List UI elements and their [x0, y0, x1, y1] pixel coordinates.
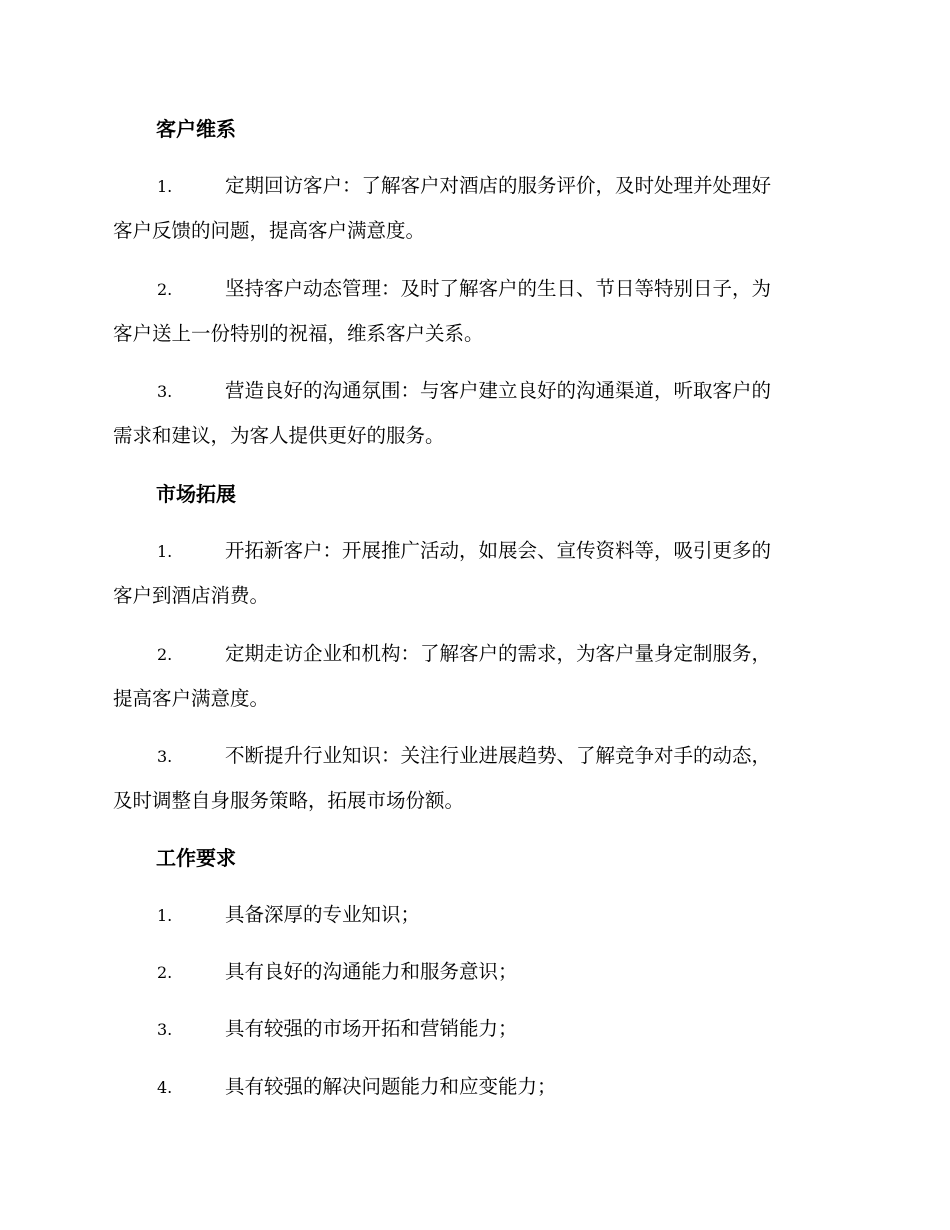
item-text: 具有良好的沟通能力和服务意识； [225, 960, 518, 983]
item-text: 具有较强的市场开拓和营销能力； [225, 1017, 518, 1040]
list-item [113, 1015, 835, 1043]
list-item [113, 1073, 835, 1101]
item-text-line2: 客户反馈的问题，提高客户满意度。 [113, 219, 426, 242]
list-item [113, 901, 835, 929]
item-text: 具备深厚的专业知识； [225, 903, 421, 926]
list-item [113, 275, 835, 348]
item-text-line1: 定期走访企业和机构：了解客户的需求，为客户量身定制服务， [225, 642, 772, 665]
section-title-market-expansion: 市场拓展 [156, 482, 236, 506]
item-text-line1: 开拓新客户：开展推广活动，如展会、宣传资料等，吸引更多的 [225, 539, 772, 562]
item-text-line2: 客户送上一份特别的祝福，维系客户关系。 [113, 322, 484, 345]
item-number: 2. [157, 963, 173, 982]
item-text-line1: 坚持客户动态管理：及时了解客户的生日、节日等特别日子，为 [225, 277, 772, 300]
item-number: 3. [157, 382, 173, 401]
item-number: 1. [157, 177, 173, 196]
item-text-line2: 提高客户满意度。 [113, 687, 270, 710]
item-text-line1: 不断提升行业知识：关注行业进展趋势、了解竞争对手的动态， [225, 744, 772, 767]
list-item [113, 537, 835, 610]
item-text: 具有较强的解决问题能力和应变能力； [225, 1075, 557, 1098]
item-number: 2. [157, 645, 173, 664]
list-item [113, 742, 835, 815]
item-number: 1. [157, 542, 173, 561]
list-item [113, 958, 835, 986]
item-number: 3. [157, 1020, 173, 1039]
item-text-line2: 需求和建议，为客人提供更好的服务。 [113, 424, 445, 447]
item-number: 1. [157, 906, 173, 925]
item-text-line2: 及时调整自身服务策略，拓展市场份额。 [113, 789, 465, 812]
item-text-line1: 营造良好的沟通氛围：与客户建立良好的沟通渠道，听取客户的 [225, 379, 772, 402]
item-text-line1: 定期回访客户：了解客户对酒店的服务评价，及时处理并处理好 [225, 174, 772, 197]
section-title-job-requirements: 工作要求 [156, 846, 236, 870]
section-title-customer-retention: 客户维系 [156, 117, 236, 141]
item-text-line2: 客户到酒店消费。 [113, 584, 270, 607]
item-number: 2. [157, 280, 173, 299]
list-item [113, 377, 835, 450]
item-number: 4. [157, 1078, 173, 1097]
list-item [113, 640, 835, 713]
item-number: 3. [157, 747, 173, 766]
list-item [113, 172, 835, 245]
